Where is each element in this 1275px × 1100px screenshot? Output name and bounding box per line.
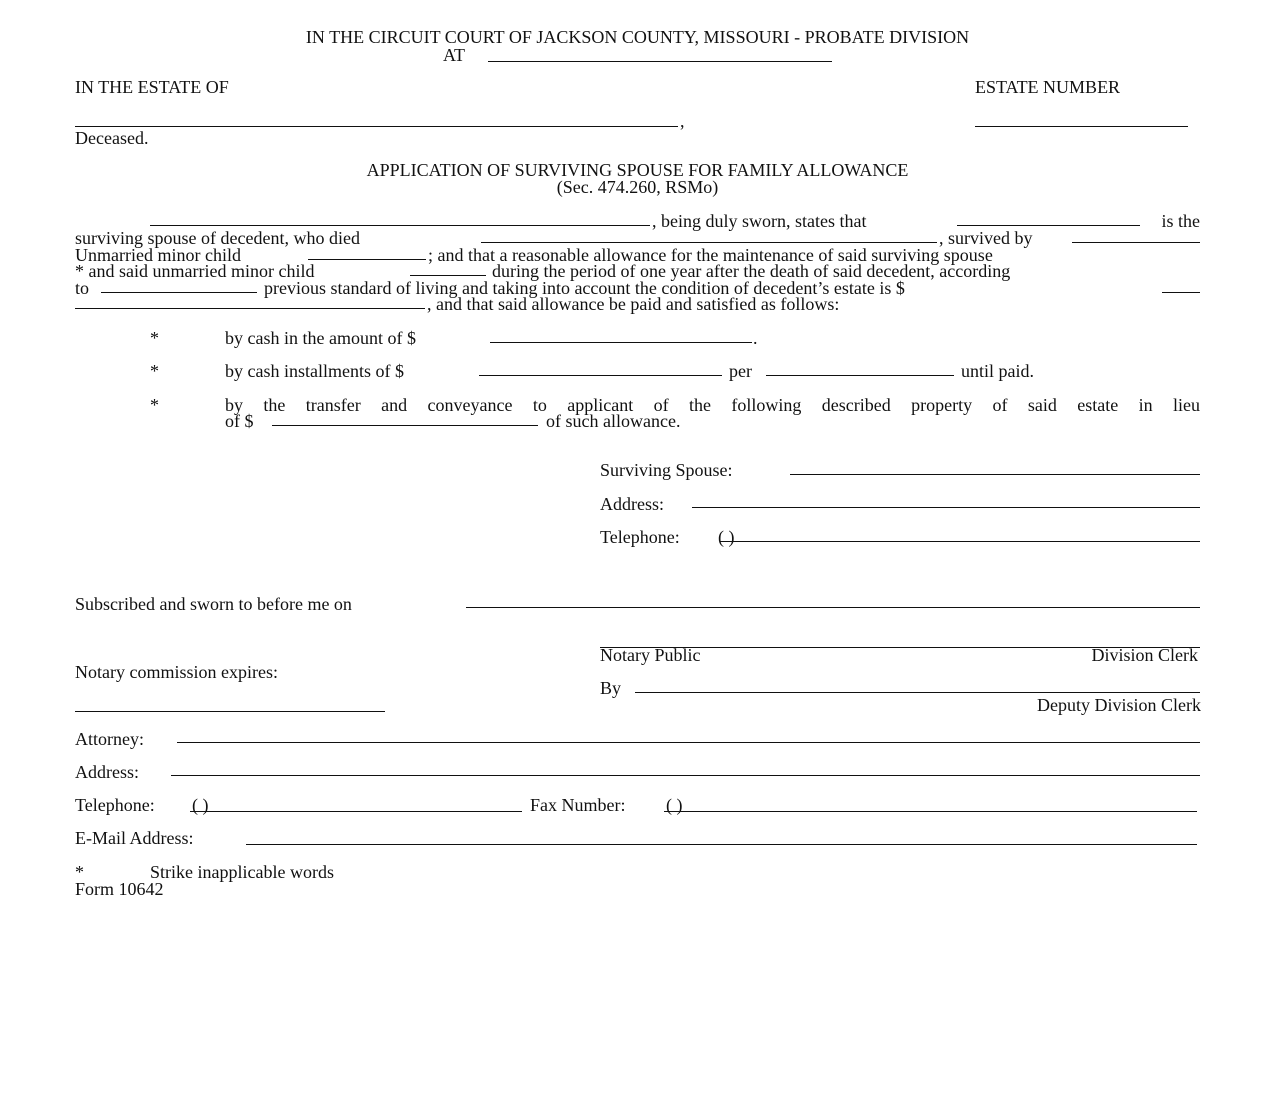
deputy-signature-field[interactable] xyxy=(635,692,1200,693)
surviving-spouse-field[interactable] xyxy=(790,474,1200,475)
commission-expires-label: Notary commission expires: xyxy=(75,662,278,682)
body-line-1b: is the xyxy=(1161,211,1200,231)
estate-name-field[interactable] xyxy=(75,126,678,127)
division-clerk-label: Division Clerk xyxy=(1091,645,1198,665)
attorney-address-label: Address: xyxy=(75,762,139,782)
email-label: E-Mail Address: xyxy=(75,828,194,848)
option-transfer-of: of $ xyxy=(225,411,254,431)
transfer-amount-field[interactable] xyxy=(272,425,538,426)
cash-amount-field[interactable] xyxy=(490,342,752,343)
applicant-role-field[interactable] xyxy=(957,225,1140,226)
estate-name-comma: , xyxy=(680,111,685,131)
option-transfer-marker: * xyxy=(150,395,159,415)
body-line-6: , and that said allowance be paid and satisfied as follows: xyxy=(427,294,840,314)
applicant-name-field[interactable] xyxy=(150,225,650,226)
form-number: Form 10642 xyxy=(75,879,164,899)
date-of-death-field[interactable] xyxy=(481,242,937,243)
attorney-address-field[interactable] xyxy=(171,775,1200,776)
form-title: APPLICATION OF SURVIVING SPOUSE FOR FAMILY ALLOWANCE xyxy=(366,160,909,180)
option-installments-marker: * xyxy=(150,361,159,381)
footnote-text: Strike inapplicable words xyxy=(150,862,334,882)
option-installments-label: by cash installments of $ xyxy=(225,361,404,381)
estate-number-label: ESTATE NUMBER xyxy=(975,77,1121,97)
footnote-marker: * xyxy=(75,862,84,882)
allowance-amount-field-a[interactable] xyxy=(1162,292,1200,293)
option-installments-until: until paid. xyxy=(961,361,1034,381)
spouse-address-field[interactable] xyxy=(692,507,1200,508)
option-cash-marker: * xyxy=(150,328,159,348)
spouse-telephone-field[interactable] xyxy=(720,541,1200,542)
option-transfer-label: by the transfer and conveyance to applicant of the following described property of said estate in lieu xyxy=(225,395,1200,415)
commission-expires-field[interactable] xyxy=(75,711,385,712)
form-statute: (Sec. 474.260, RSMo) xyxy=(556,177,719,197)
allowance-amount-field-b[interactable] xyxy=(75,308,425,309)
minor-child-field[interactable] xyxy=(308,259,426,260)
by-label: By xyxy=(600,678,622,698)
standard-of-living-field[interactable] xyxy=(101,292,257,293)
court-heading: IN THE CIRCUIT COURT OF JACKSON COUNTY, MISSOURI - PROBATE DIVISION xyxy=(305,27,970,47)
estate-of-label: IN THE ESTATE OF xyxy=(75,77,229,97)
spouse-area-code: ( ) xyxy=(718,527,735,547)
body-line-2b: , survived by xyxy=(939,228,1033,248)
option-installments-per: per xyxy=(729,361,752,381)
at-field[interactable] xyxy=(488,61,832,62)
fax-number-field[interactable] xyxy=(664,811,1197,812)
surviving-spouse-label: Surviving Spouse: xyxy=(600,460,733,480)
minor-child-2-field[interactable] xyxy=(410,275,486,276)
attorney-label: Attorney: xyxy=(75,729,144,749)
survived-by-field[interactable] xyxy=(1072,242,1200,243)
attorney-telephone-field[interactable] xyxy=(190,811,522,812)
fax-number-label: Fax Number: xyxy=(530,795,626,815)
notary-public-label: Notary Public xyxy=(600,645,701,665)
attorney-area-code: ( ) xyxy=(192,795,209,815)
spouse-telephone-label: Telephone: xyxy=(600,527,680,547)
subscribed-date-field[interactable] xyxy=(466,607,1200,608)
deputy-clerk-label: Deputy Division Clerk xyxy=(1037,695,1201,715)
body-line-4a: * and said unmarried minor child xyxy=(75,261,315,281)
body-line-4b: during the period of one year after the death of said decedent, according xyxy=(492,261,1011,281)
deceased-label: Deceased. xyxy=(75,128,149,148)
installment-amount-field[interactable] xyxy=(479,375,722,376)
option-transfer-suffix: of such allowance. xyxy=(546,411,681,431)
fax-area-code: ( ) xyxy=(666,795,683,815)
body-line-5a: to xyxy=(75,278,90,298)
body-line-3b: ; and that a reasonable allowance for the maintenance of said surviving spouse xyxy=(428,245,993,265)
body-line-5b: previous standard of living and taking into account the condition of decedent’s estate is $ xyxy=(264,278,905,298)
spouse-address-label: Address: xyxy=(600,494,664,514)
option-cash-label: by cash in the amount of $ xyxy=(225,328,416,348)
option-cash-period: . xyxy=(753,328,758,348)
email-field[interactable] xyxy=(246,844,1197,845)
estate-number-field[interactable] xyxy=(975,126,1188,127)
body-line-1a: , being duly sworn, states that xyxy=(652,211,867,231)
attorney-field[interactable] xyxy=(177,742,1200,743)
attorney-telephone-label: Telephone: xyxy=(75,795,155,815)
body-line-2a: surviving spouse of decedent, who died xyxy=(75,228,360,248)
installment-period-field[interactable] xyxy=(766,375,954,376)
body-line-3a: Unmarried minor child xyxy=(75,245,241,265)
subscribed-label: Subscribed and sworn to before me on xyxy=(75,594,352,614)
at-label: AT xyxy=(443,45,465,65)
